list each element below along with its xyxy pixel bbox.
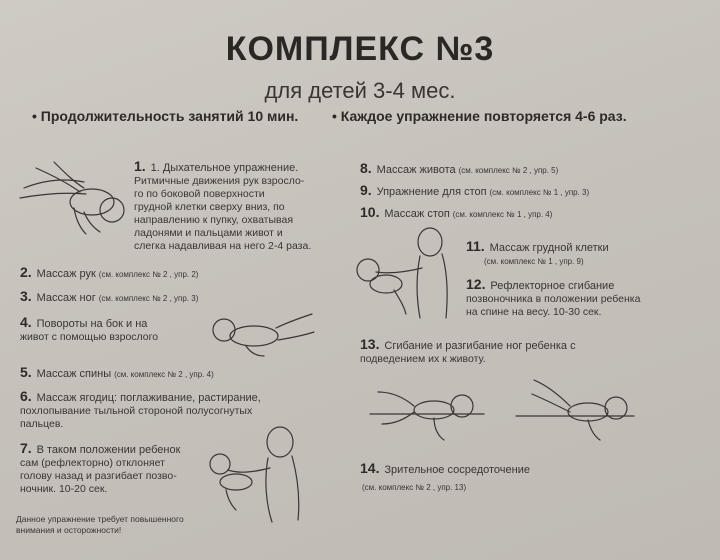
breathing-exercise-illustration: [14, 158, 132, 240]
exercise-7: [20, 442, 210, 496]
exercise-9-title: Упражнение для стоп: [376, 186, 487, 198]
exercise-3-ref: (см. комплекс № 2 , упр. 3): [98, 294, 199, 303]
exercise-1-line: грудной клетки сверху вниз, по: [134, 201, 285, 213]
exercise-3-title: Массаж ног: [36, 292, 96, 304]
exercise-8-number: 8.: [360, 160, 372, 176]
exercise-11: [466, 240, 666, 268]
exercise-12-number: 12.: [466, 276, 486, 292]
exercise-1: [134, 160, 354, 253]
exercise-12-line: позвоночника в положении ребенка: [466, 293, 641, 305]
mother-holding-baby-illustration: [206, 420, 310, 524]
exercise-9-number: 9.: [360, 182, 372, 198]
caution-note-line: внимания и осторожности!: [16, 525, 122, 535]
exercise-12-title: Рефлекторное сгибание: [490, 280, 615, 292]
exercise-7-title: В таком положении ребенок: [36, 444, 181, 456]
caution-note-line: Данное упражнение требует повышенного: [16, 514, 184, 524]
exercise-7-line: ночник. 10-20 сек.: [20, 483, 108, 495]
exercise-14-ref: (см. комплекс № 2 , упр. 13): [362, 483, 467, 492]
exercise-11-title: Массаж грудной клетки: [489, 242, 609, 254]
exercise-3-number: 3.: [20, 288, 32, 304]
exercise-5-number: 5.: [20, 364, 32, 380]
page-subtitle: для детей 3-4 мес.: [264, 78, 456, 103]
leg-flexion-illustration-1: [368, 380, 486, 444]
exercise-13: [360, 338, 660, 366]
chest-massage-illustration: [350, 224, 456, 320]
exercise-13-title: Сгибание и разгибание ног ребенка с: [384, 340, 576, 352]
exercise-11-ref: (см. комплекс № 1 , упр. 9): [484, 257, 584, 266]
exercise-10-title: Массаж стоп: [384, 208, 450, 220]
exercise-13-line: подведением их к животу.: [360, 353, 486, 365]
exercise-9: [360, 184, 589, 199]
exercise-1-line: слегка надавливая на него 2-4 раза.: [134, 240, 312, 252]
exercise-4-number: 4.: [20, 314, 32, 330]
exercise-8: [360, 162, 558, 177]
turning-illustration: [206, 302, 318, 360]
exercise-7-line: голову назад и разгибает позво-: [20, 470, 177, 482]
exercise-7-number: 7.: [20, 440, 32, 456]
exercise-1-number: 1.: [134, 158, 146, 174]
exercise-6-number: 6.: [20, 388, 32, 404]
caution-note: [16, 514, 216, 536]
exercise-2: [20, 266, 198, 281]
leg-flexion-illustration-2: [512, 372, 636, 444]
repeat-bullet: • Каждое упражнение повторяется 4-6 раз.: [332, 108, 627, 124]
exercise-10: [360, 206, 552, 221]
exercise-14-number: 14.: [360, 460, 380, 476]
exercise-14: [360, 462, 620, 494]
exercise-12-line: на спине на весу. 10-30 сек.: [466, 306, 602, 318]
exercise-2-ref: (см. комплекс № 2 , упр. 2): [98, 270, 199, 279]
exercise-5-ref: (см. комплекс № 2 , упр. 4): [114, 370, 214, 379]
exercise-6: [20, 390, 320, 431]
exercise-14-title: Зрительное сосредоточение: [384, 464, 530, 476]
exercise-1-line: ладонями и пальцами живот и: [134, 227, 283, 239]
exercise-8-ref: (см. комплекс № 2 , упр. 5): [458, 166, 559, 175]
exercise-1-title: 1. Дыхательное упражнение.: [150, 162, 299, 174]
exercise-13-number: 13.: [360, 336, 380, 352]
exercise-7-line: сам (рефлекторно) отклоняет: [20, 457, 165, 469]
exercise-9-ref: (см. комплекс № 1 , упр. 3): [489, 188, 590, 197]
exercise-6-line: пальцев.: [20, 418, 64, 430]
exercise-1-line: Ритмичные движения рук взросло-: [134, 175, 305, 187]
exercise-10-ref: (см. комплекс № 1 , упр. 4): [452, 210, 553, 219]
exercise-10-number: 10.: [360, 204, 380, 220]
exercise-2-number: 2.: [20, 264, 32, 280]
exercise-4: [20, 316, 210, 344]
exercise-12: [466, 278, 686, 319]
exercise-5-title: Массаж спины: [36, 368, 112, 380]
exercise-4-title: Повороты на бок и на: [36, 318, 148, 330]
exercise-8-title: Массаж живота: [376, 164, 456, 176]
page-title: КОМПЛЕКС №3: [225, 30, 495, 68]
exercise-11-number: 11.: [466, 238, 485, 254]
exercise-1-line: го по боковой поверхности: [134, 188, 265, 200]
exercise-6-title: Массаж ягодиц: поглаживание, растирание,: [36, 392, 261, 404]
exercise-3: [20, 290, 198, 305]
exercise-4-line: живот с помощью взрослого: [20, 331, 159, 343]
exercise-1-line: направлению к пупку, охватывая: [134, 214, 294, 226]
exercise-2-title: Массаж рук: [36, 268, 96, 280]
exercise-6-line: похлопывание тыльной стороной полусогнутых: [20, 405, 253, 417]
duration-bullet: • Продолжительность занятий 10 мин.: [32, 108, 299, 124]
exercise-5: [20, 366, 214, 381]
